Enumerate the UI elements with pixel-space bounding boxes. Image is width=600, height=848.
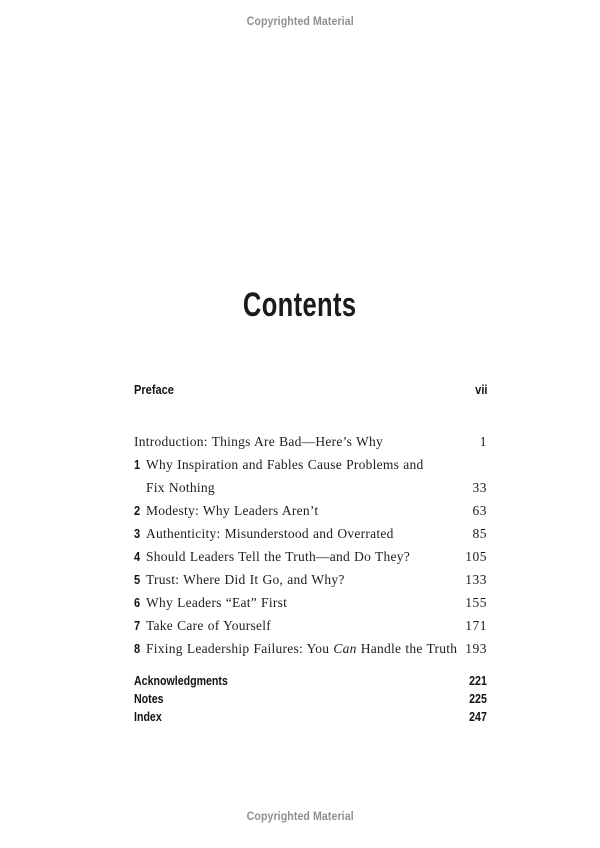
chapter-title — [146, 568, 457, 591]
chapter-number — [134, 568, 146, 591]
chapter-number — [134, 545, 146, 568]
chapter-title-segment: Handle the Truth — [356, 641, 458, 656]
entry-label — [134, 672, 244, 690]
entry-label-text: Acknowledgments — [134, 674, 228, 688]
chapter-number-text: 7 — [134, 618, 141, 633]
toc-entry — [134, 430, 487, 453]
chapter-number-text: 5 — [134, 572, 141, 587]
chapter-title — [146, 637, 457, 660]
chapter-title — [146, 614, 457, 637]
chapter-title-segment: Modesty: Why Leaders Aren’t — [146, 503, 319, 518]
copyright-notice-top-text: Copyrighted Material — [246, 16, 354, 28]
chapter-title — [146, 499, 465, 522]
chapter-number — [134, 453, 146, 476]
chapter-number-text: 4 — [134, 549, 141, 564]
page-title — [0, 287, 600, 323]
chapter-number-text: 1 — [134, 457, 141, 472]
chapter-title — [146, 591, 457, 614]
chapter-title-segment: Introduction: Things Are Bad—Here’s Why — [134, 434, 383, 449]
copyright-notice-bottom-text: Copyrighted Material — [246, 811, 354, 823]
chapter-title — [146, 522, 465, 545]
page-number: 105 — [465, 549, 487, 564]
back-matter-row — [134, 708, 487, 726]
page-number: 85 — [472, 526, 487, 541]
toc-entry — [134, 453, 487, 499]
entry-page-number-text: vii — [474, 382, 487, 397]
toc-entry — [134, 614, 487, 637]
toc-entry — [134, 591, 487, 614]
chapter-title-line — [146, 522, 465, 545]
chapter-title-line — [146, 453, 465, 476]
page-number: 171 — [465, 618, 487, 633]
page-number: 63 — [472, 503, 487, 518]
copyright-notice-top — [0, 16, 600, 28]
copyright-notice-bottom — [0, 811, 600, 823]
toc-entry — [134, 637, 487, 660]
chapter-title-segment: Why Leaders “Eat” First — [146, 595, 288, 610]
back-matter-row — [134, 690, 487, 708]
chapter-title-segment: Fixing Leadership Failures: You — [146, 641, 334, 656]
chapter-number — [134, 499, 146, 522]
entry-page-number — [466, 708, 487, 726]
chapter-title-segment: Authenticity: Misunderstood and Overrated — [146, 526, 394, 541]
entry-label — [134, 382, 181, 397]
page-title-text: Contents — [243, 286, 357, 324]
toc-entry — [134, 499, 487, 522]
back-matter-list — [134, 672, 487, 726]
chapter-number — [134, 637, 146, 660]
chapter-title — [146, 453, 465, 499]
chapter-title-italic-segment: Can — [333, 641, 357, 656]
entry-label — [134, 690, 169, 708]
chapter-number — [134, 522, 146, 545]
entry-label-text: Index — [134, 710, 162, 724]
chapter-number — [134, 591, 146, 614]
chapter-title-line — [146, 545, 457, 568]
back-matter-row — [134, 672, 487, 690]
toc-list — [134, 430, 487, 660]
entry-label — [134, 708, 167, 726]
page-number: 33 — [472, 480, 487, 495]
entry-page-number — [473, 382, 487, 397]
entry-label-text: Notes — [134, 692, 164, 706]
chapter-number — [134, 614, 146, 637]
chapter-number-text: 2 — [134, 503, 141, 518]
chapter-title — [146, 545, 457, 568]
chapter-title-segment: Why Inspiration and Fables Cause Problems and — [146, 457, 424, 472]
chapter-title-line — [146, 499, 465, 522]
chapter-title-segment: Take Care of Yourself — [146, 618, 272, 633]
entry-page-number-text: 221 — [469, 674, 487, 688]
front-matter-row — [134, 382, 487, 397]
chapter-title-line — [146, 568, 457, 591]
toc-entry — [134, 522, 487, 545]
chapter-number-text: 6 — [134, 595, 141, 610]
toc-entry — [134, 545, 487, 568]
chapter-title — [134, 430, 472, 453]
page-number: 1 — [479, 434, 487, 449]
front-matter-list — [134, 382, 487, 397]
chapter-title-segment: Should Leaders Tell the Truth—and Do They? — [146, 549, 411, 564]
chapter-title-line — [134, 430, 472, 453]
chapter-number-text: 3 — [134, 526, 141, 541]
chapter-title-line — [146, 614, 457, 637]
toc-entry — [134, 568, 487, 591]
page-number: 193 — [465, 641, 487, 656]
entry-page-number-text: 247 — [469, 710, 487, 724]
entry-label-text: Preface — [134, 382, 174, 397]
chapter-title-line — [146, 591, 457, 614]
entry-page-number — [466, 672, 487, 690]
entry-page-number — [466, 690, 487, 708]
chapter-title-segment: Trust: Where Did It Go, and Why? — [146, 572, 345, 587]
page-number: 155 — [465, 595, 487, 610]
chapter-title-segment: Fix Nothing — [146, 480, 215, 495]
chapter-title-line — [146, 476, 465, 499]
page-number: 133 — [465, 572, 487, 587]
entry-page-number-text: 225 — [469, 692, 487, 706]
chapter-title-line — [146, 637, 457, 660]
chapter-number-text: 8 — [134, 641, 141, 656]
